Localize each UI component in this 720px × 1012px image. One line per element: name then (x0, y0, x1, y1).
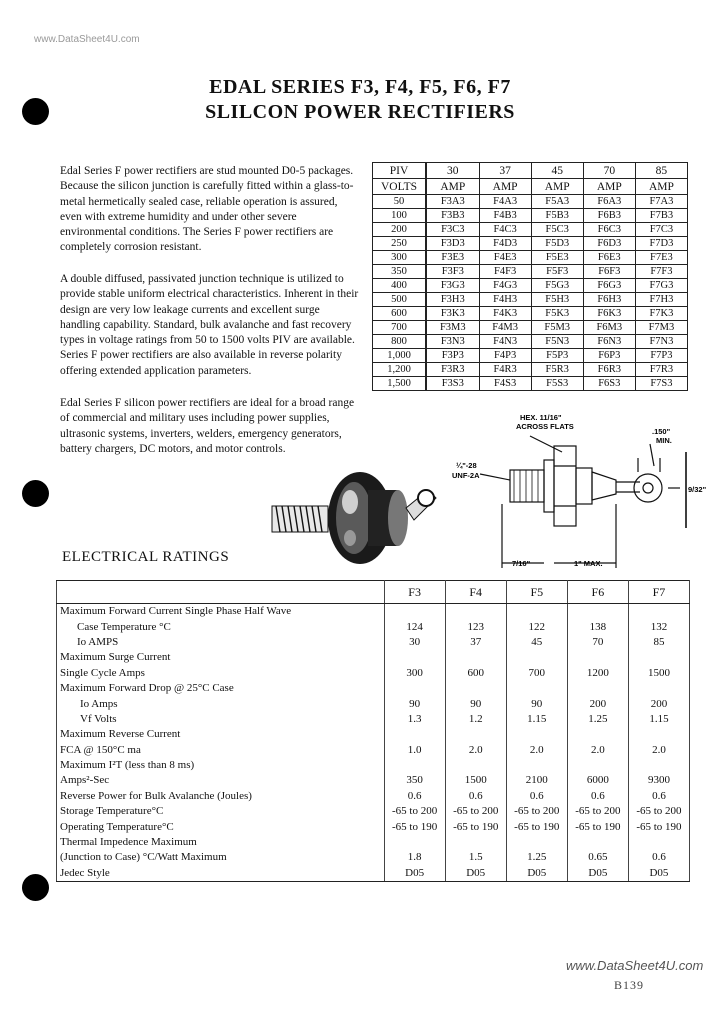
part-number-cell: F5M3 (531, 321, 583, 335)
ratings-value-cell: -65 to 200 (445, 804, 506, 819)
label-min-dim: .150" (652, 427, 671, 436)
piv-row (373, 321, 688, 335)
part-number-cell: F3E3 (426, 251, 479, 265)
part-number-cell: F3H3 (426, 293, 479, 307)
piv-row (373, 363, 688, 377)
part-number-cell: F5F3 (531, 265, 583, 279)
part-number-cell: F7S3 (635, 377, 687, 391)
part-number-cell: F6M3 (583, 321, 635, 335)
stud-thread (272, 506, 328, 532)
piv-row (373, 349, 688, 363)
ratings-parameter-label: Operating Temperature°C (57, 819, 385, 834)
ratings-value-cell: D05 (384, 866, 445, 882)
label-thread: ¼"-28 (456, 461, 477, 470)
piv-header-cell: VOLTS (373, 179, 427, 195)
watermark-bottom: www.DataSheet4U.com (566, 958, 704, 973)
ratings-value-cell: D05 (628, 866, 689, 882)
ratings-value-cell (384, 604, 445, 620)
ratings-parameter-label: Maximum I²T (less than 8 ms) (57, 758, 385, 773)
part-number-cell: F3R3 (426, 363, 479, 377)
ratings-value-cell: 1.25 (567, 712, 628, 727)
piv-header-cell: AMP (583, 179, 635, 195)
ratings-value-cell (567, 604, 628, 620)
part-number-cell: F4R3 (479, 363, 531, 377)
ratings-value-cell: 350 (384, 773, 445, 788)
part-number-cell: F5H3 (531, 293, 583, 307)
ratings-value-cell: 600 (445, 666, 506, 681)
part-number-cell: F5S3 (531, 377, 583, 391)
rectifier-package-photo (268, 468, 442, 568)
dimension-drawing (440, 408, 720, 578)
ratings-value-cell: 1.15 (506, 712, 567, 727)
ratings-value-cell: 0.6 (445, 789, 506, 804)
ratings-value-cell: 132 (628, 619, 689, 634)
ratings-value-cell (445, 758, 506, 773)
piv-row (373, 377, 688, 391)
piv-voltage-cell: 100 (373, 209, 427, 223)
ratings-value-cell: 0.6 (567, 789, 628, 804)
ratings-row (57, 696, 690, 711)
ratings-row (57, 650, 690, 665)
ratings-value-cell: 1.5 (445, 850, 506, 865)
ratings-value-cell: 1500 (445, 773, 506, 788)
ratings-column-header: F5 (506, 581, 567, 604)
piv-row (373, 209, 688, 223)
part-number-cell: F5C3 (531, 223, 583, 237)
ratings-value-cell: D05 (567, 866, 628, 882)
piv-header-cell: 70 (583, 163, 635, 179)
ratings-value-cell: -65 to 190 (628, 819, 689, 834)
ratings-row (57, 850, 690, 865)
ratings-value-cell: 1.3 (384, 712, 445, 727)
ratings-row (57, 604, 690, 620)
ratings-value-cell: 0.65 (567, 850, 628, 865)
ratings-parameter-label: Jedec Style (57, 866, 385, 882)
ratings-value-cell: 2.0 (445, 743, 506, 758)
part-number-cell: F5P3 (531, 349, 583, 363)
ratings-row (57, 743, 690, 758)
electrical-ratings-title: ELECTRICAL RATINGS (62, 549, 230, 565)
ratings-row (57, 666, 690, 681)
part-number-cell: F4E3 (479, 251, 531, 265)
part-number-cell: F3P3 (426, 349, 479, 363)
ratings-value-cell (384, 835, 445, 850)
label-thread-class: UNF-2A (452, 471, 480, 480)
part-number-cell: F7A3 (635, 195, 687, 209)
ratings-value-cell: 2.0 (567, 743, 628, 758)
ratings-value-cell: 1200 (567, 666, 628, 681)
part-number-cell: F7E3 (635, 251, 687, 265)
ratings-value-cell: -65 to 190 (384, 819, 445, 834)
ratings-value-cell: 90 (445, 696, 506, 711)
piv-row (373, 223, 688, 237)
flag-terminal (406, 490, 436, 520)
ratings-value-cell: -65 to 200 (628, 804, 689, 819)
part-number-cell: F6G3 (583, 279, 635, 293)
watermark-top: www.DataSheet4U.com (34, 34, 140, 45)
part-number-cell: F5K3 (531, 307, 583, 321)
ratings-value-cell: 85 (628, 635, 689, 650)
piv-header-cell: AMP (635, 179, 687, 195)
part-number-cell: F6P3 (583, 349, 635, 363)
part-number-cell: F7R3 (635, 363, 687, 377)
part-number-cell: F3M3 (426, 321, 479, 335)
ratings-value-cell: 70 (567, 635, 628, 650)
ratings-parameter-label: FCA @ 150°C ma (57, 743, 385, 758)
part-number-cell: F6H3 (583, 293, 635, 307)
ratings-parameter-label: Maximum Forward Current Single Phase Half Wave (57, 604, 385, 620)
part-number-cell: F5E3 (531, 251, 583, 265)
ratings-value-cell: 1.15 (628, 712, 689, 727)
part-number-cell: F6S3 (583, 377, 635, 391)
ratings-value-cell: -65 to 190 (506, 819, 567, 834)
piv-voltage-cell: 400 (373, 279, 427, 293)
ratings-value-cell (384, 650, 445, 665)
part-number-cell: F4G3 (479, 279, 531, 293)
ratings-parameter-label: Maximum Reverse Current (57, 727, 385, 742)
ratings-parameter-label: Io Amps (57, 696, 385, 711)
technique-paragraph: A double diffused, passivated junction technique is utilized to provide stable uniform electrical characteristics. Inherent in their design are very low leakage currents and excellent surge handling capability. Standard, bulk avalanche and fast recovery types in voltage ratings from 50 to 1500 volts PIV are available. Series F power rectifiers are also available in reverse polarity offering extended application parameters. (60, 273, 359, 377)
piv-row (373, 265, 688, 279)
piv-voltage-cell: 800 (373, 335, 427, 349)
part-number-cell: F4D3 (479, 237, 531, 251)
ratings-value-cell (506, 758, 567, 773)
ratings-value-cell (567, 727, 628, 742)
ratings-value-cell (567, 835, 628, 850)
label-terminal-dim: 9/32" (688, 485, 707, 494)
ratings-value-cell: 30 (384, 635, 445, 650)
ratings-value-cell: 1.0 (384, 743, 445, 758)
ratings-column-header: F6 (567, 581, 628, 604)
ratings-value-cell (445, 650, 506, 665)
part-number-cell: F3C3 (426, 223, 479, 237)
ratings-row (57, 773, 690, 788)
part-number-cell: F6N3 (583, 335, 635, 349)
title-line-2: SLILCON POWER RECTIFIERS (205, 101, 515, 123)
ratings-value-cell: D05 (445, 866, 506, 882)
piv-row (373, 293, 688, 307)
part-number-cell: F7M3 (635, 321, 687, 335)
ratings-value-cell (445, 681, 506, 696)
ratings-value-cell (628, 650, 689, 665)
label-hex: HEX. 11/16" (520, 413, 562, 422)
piv-header-cell: AMP (426, 179, 479, 195)
part-number-cell: F5B3 (531, 209, 583, 223)
part-number-cell: F7B3 (635, 209, 687, 223)
electrical-ratings-table (56, 580, 690, 882)
part-number-cell: F7N3 (635, 335, 687, 349)
piv-row (373, 307, 688, 321)
part-number-cell: F4N3 (479, 335, 531, 349)
part-number-cell: F4A3 (479, 195, 531, 209)
ratings-value-cell: 9300 (628, 773, 689, 788)
piv-header-row (373, 163, 688, 179)
ratings-value-cell: -65 to 200 (567, 804, 628, 819)
ratings-value-cell (506, 835, 567, 850)
piv-header-cell: 30 (426, 163, 479, 179)
part-number-cell: F6A3 (583, 195, 635, 209)
ratings-value-cell: -65 to 200 (384, 804, 445, 819)
ratings-value-cell: D05 (506, 866, 567, 882)
part-number-cell: F3N3 (426, 335, 479, 349)
ratings-value-cell: 6000 (567, 773, 628, 788)
ratings-value-cell: 45 (506, 635, 567, 650)
part-number-cell: F4S3 (479, 377, 531, 391)
ratings-row (57, 619, 690, 634)
ratings-value-cell (384, 758, 445, 773)
ratings-value-cell: 90 (506, 696, 567, 711)
ratings-value-cell (628, 758, 689, 773)
ratings-row (57, 866, 690, 882)
piv-voltage-cell: 50 (373, 195, 427, 209)
ratings-value-cell: 2.0 (628, 743, 689, 758)
part-number-cell: F6R3 (583, 363, 635, 377)
ratings-parameter-label: Case Temperature °C (57, 619, 385, 634)
part-number-cell: F7G3 (635, 279, 687, 293)
hex-body (328, 472, 408, 564)
part-number-cell: F3F3 (426, 265, 479, 279)
piv-voltage-cell: 300 (373, 251, 427, 265)
piv-voltage-cell: 1,000 (373, 349, 427, 363)
piv-row (373, 335, 688, 349)
label-stud-length: 7/16" (512, 559, 531, 568)
piv-voltage-cell: 1,200 (373, 363, 427, 377)
ratings-row (57, 819, 690, 834)
part-number-cell: F4K3 (479, 307, 531, 321)
ratings-value-cell: 2100 (506, 773, 567, 788)
ratings-value-cell (628, 604, 689, 620)
part-number-cell: F3G3 (426, 279, 479, 293)
piv-header-cell: AMP (479, 179, 531, 195)
intro-paragraph: Edal Series F power rectifiers are stud mounted D0-5 packages. Because the silicon junction is carefully fitted within a glass-to-metal hermetically sealed case, reliable operation is assured, even with extreme humidity and under other severe environmental conditions. The Series F power rectifiers are completely corrosion resistant. (60, 165, 354, 254)
part-number-cell: F6K3 (583, 307, 635, 321)
part-number-cell: F5R3 (531, 363, 583, 377)
piv-voltage-cell: 350 (373, 265, 427, 279)
piv-header-cell: AMP (531, 179, 583, 195)
ratings-row (57, 727, 690, 742)
ratings-column-header: F3 (384, 581, 445, 604)
ratings-value-cell: 1.2 (445, 712, 506, 727)
part-number-cell: F3B3 (426, 209, 479, 223)
piv-voltage-cell: 500 (373, 293, 427, 307)
ratings-value-cell: 0.6 (628, 789, 689, 804)
part-number-cell: F6D3 (583, 237, 635, 251)
part-number-cell: F5G3 (531, 279, 583, 293)
part-number-cell: F6B3 (583, 209, 635, 223)
part-number-cell: F7C3 (635, 223, 687, 237)
ratings-value-cell: 122 (506, 619, 567, 634)
part-number-cell: F7P3 (635, 349, 687, 363)
part-number-cell: F4P3 (479, 349, 531, 363)
part-number-cell: F4F3 (479, 265, 531, 279)
part-number-cell: F7K3 (635, 307, 687, 321)
ratings-row (57, 835, 690, 850)
ratings-value-cell: 200 (628, 696, 689, 711)
ratings-parameter-label: Thermal Impedence Maximum (57, 835, 385, 850)
part-number-cell: F3A3 (426, 195, 479, 209)
ratings-value-cell: 300 (384, 666, 445, 681)
ratings-parameter-label: Reverse Power for Bulk Avalanche (Joules) (57, 789, 385, 804)
ratings-header-blank (57, 581, 385, 604)
piv-header-cell: 45 (531, 163, 583, 179)
ratings-value-cell (506, 727, 567, 742)
ratings-value-cell: 123 (445, 619, 506, 634)
part-number-cell: F4B3 (479, 209, 531, 223)
piv-row (373, 195, 688, 209)
ratings-value-cell: 90 (384, 696, 445, 711)
ratings-row (57, 758, 690, 773)
part-number-cell: F5A3 (531, 195, 583, 209)
ratings-value-cell: 37 (445, 635, 506, 650)
binder-hole-bottom (22, 874, 49, 901)
ratings-parameter-label: Storage Temperature°C (57, 804, 385, 819)
ratings-value-cell (628, 835, 689, 850)
piv-header-cell: 37 (479, 163, 531, 179)
ratings-header-row (57, 581, 690, 604)
piv-header-cell: 85 (635, 163, 687, 179)
ratings-value-cell: 0.6 (506, 789, 567, 804)
ratings-value-cell: 200 (567, 696, 628, 711)
ratings-parameter-label: (Junction to Case) °C/Watt Maximum (57, 850, 385, 865)
label-across-flats: ACROSS FLATS (516, 422, 574, 431)
ratings-value-cell: 1.8 (384, 850, 445, 865)
ratings-value-cell: 1.25 (506, 850, 567, 865)
part-number-cell: F3K3 (426, 307, 479, 321)
part-number-cell: F4C3 (479, 223, 531, 237)
ratings-value-cell (445, 835, 506, 850)
ratings-parameter-label: Vf Volts (57, 712, 385, 727)
piv-voltage-cell: 600 (373, 307, 427, 321)
ratings-row (57, 681, 690, 696)
ratings-value-cell: 138 (567, 619, 628, 634)
piv-selection-table (372, 162, 688, 391)
ratings-value-cell (628, 727, 689, 742)
ratings-value-cell: -65 to 190 (445, 819, 506, 834)
ratings-value-cell (445, 727, 506, 742)
ratings-value-cell (506, 650, 567, 665)
applications-paragraph: Edal Series F silicon power rectifiers are ideal for a broad range of commercial and military uses including power supplies, ultrasonic systems, inverters, welders, emergency generators, battery chargers, DC motors, and motor controls. (60, 397, 355, 455)
label-max-length: 1" MAX. (574, 559, 603, 568)
piv-voltage-cell: 700 (373, 321, 427, 335)
part-number-cell: F4H3 (479, 293, 531, 307)
part-number-cell: F7H3 (635, 293, 687, 307)
part-number-cell: F7F3 (635, 265, 687, 279)
piv-voltage-cell: 250 (373, 237, 427, 251)
ratings-row (57, 789, 690, 804)
part-number-cell: F5D3 (531, 237, 583, 251)
ratings-value-cell: 2.0 (506, 743, 567, 758)
part-number-cell: F5N3 (531, 335, 583, 349)
part-number-cell: F6F3 (583, 265, 635, 279)
ratings-row (57, 712, 690, 727)
ratings-value-cell (567, 681, 628, 696)
ratings-column-header: F7 (628, 581, 689, 604)
ratings-value-cell: 1500 (628, 666, 689, 681)
ratings-parameter-label: Single Cycle Amps (57, 666, 385, 681)
ratings-value-cell (445, 604, 506, 620)
ratings-value-cell (384, 727, 445, 742)
piv-voltage-cell: 200 (373, 223, 427, 237)
ratings-value-cell (628, 681, 689, 696)
ratings-value-cell: -65 to 190 (567, 819, 628, 834)
ratings-value-cell (567, 650, 628, 665)
ratings-value-cell (506, 681, 567, 696)
title-line-1: EDAL SERIES F3, F4, F5, F6, F7 (209, 76, 511, 98)
ratings-value-cell (567, 758, 628, 773)
ratings-value-cell: 0.6 (628, 850, 689, 865)
ratings-value-cell (384, 681, 445, 696)
ratings-value-cell: 0.6 (384, 789, 445, 804)
ratings-column-header: F4 (445, 581, 506, 604)
label-min: MIN. (656, 436, 672, 445)
piv-header-row (373, 179, 688, 195)
ratings-value-cell: 700 (506, 666, 567, 681)
binder-hole-middle (22, 480, 49, 507)
piv-voltage-cell: 1,500 (373, 377, 427, 391)
ratings-row (57, 804, 690, 819)
part-number-cell: F4M3 (479, 321, 531, 335)
part-number-cell: F3D3 (426, 237, 479, 251)
piv-row (373, 237, 688, 251)
ratings-parameter-label: Io AMPS (57, 635, 385, 650)
part-number-cell: F7D3 (635, 237, 687, 251)
part-number-cell: F3S3 (426, 377, 479, 391)
ratings-value-cell (506, 604, 567, 620)
piv-header-cell: PIV (373, 163, 427, 179)
ratings-parameter-label: Maximum Forward Drop @ 25°C Case (57, 681, 385, 696)
part-number-cell: F6C3 (583, 223, 635, 237)
ratings-value-cell: -65 to 200 (506, 804, 567, 819)
ratings-row (57, 635, 690, 650)
ratings-value-cell: 124 (384, 619, 445, 634)
page-number: B139 (614, 978, 645, 992)
ratings-parameter-label: Amps²-Sec (57, 773, 385, 788)
part-number-cell: F6E3 (583, 251, 635, 265)
piv-row (373, 279, 688, 293)
ratings-parameter-label: Maximum Surge Current (57, 650, 385, 665)
piv-row (373, 251, 688, 265)
